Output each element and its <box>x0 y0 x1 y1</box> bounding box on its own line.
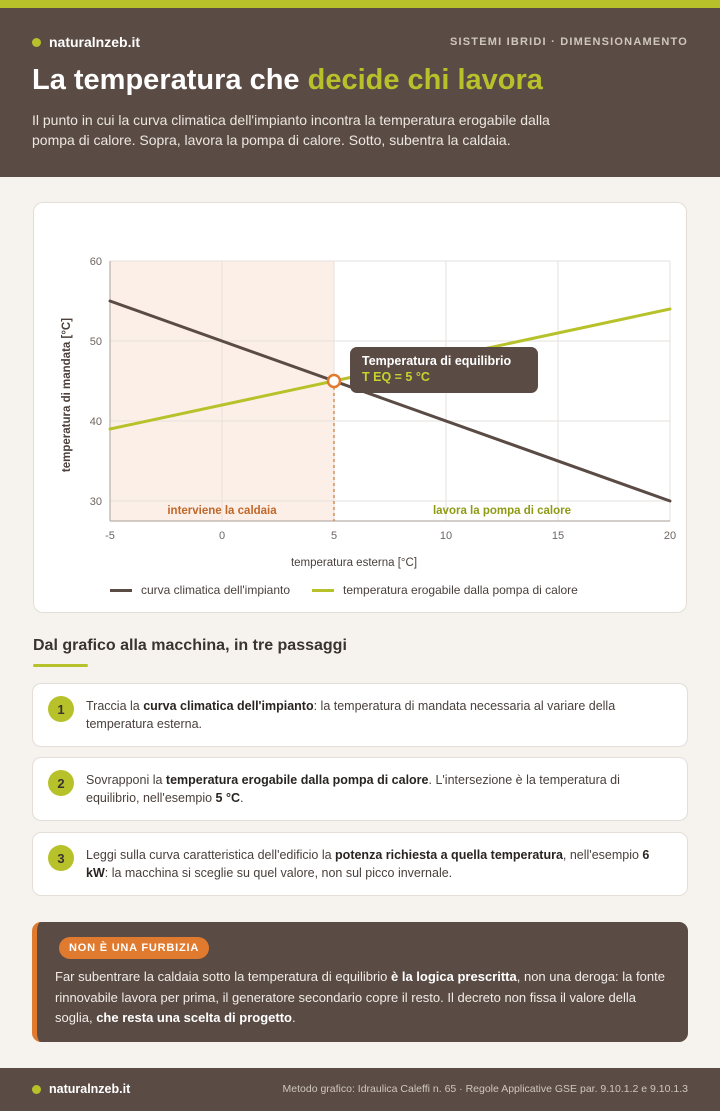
step-text: Leggi sulla curva caratteristica dell'edificio la potenza richiesta a quella temperatura, nell'esempio 6 kW: la macchina si sceglie su quel valore, non sul picco invernale. <box>86 848 650 880</box>
x-tick-label: 15 <box>551 530 565 542</box>
kicker: SISTEMI IBRIDI · DIMENSIONAMENTO <box>449 36 688 48</box>
y-tick-label: 30 <box>89 496 102 508</box>
footer-source: Metodo grafico: Idraulica Caleffi n. 65 · Regole Applicative GSE par. 9.10.1.2 e 9.10.1.3 <box>282 1083 688 1095</box>
zone-label-heatpump: lavora la pompa di calore <box>432 505 572 517</box>
y-tick-label: 50 <box>89 336 102 348</box>
footer-brand-name: naturalnzeb.it <box>49 1082 131 1096</box>
legend-label-heatpump: temperatura erogabile dalla pompa di calore <box>343 583 578 597</box>
x-axis-label: temperatura esterna [°C] <box>290 557 418 569</box>
step-number: 3 <box>48 845 74 871</box>
title-prefix: La temperatura che <box>32 64 308 96</box>
footer-brand[interactable] <box>32 1082 130 1096</box>
equilibrium-value: T EQ = 5 °C <box>362 370 430 384</box>
step-text: Traccia la curva climatica dell'impianto: la temperatura di mandata necessaria al variare della temperatura esterna. <box>86 699 616 731</box>
note-text: Far subentrare la caldaia sotto la temperatura di equilibrio è la logica prescritta, non una deroga: la fonte rinnovabile lavora per prima, il generatore secondario copre il resto. Il decreto non fissa il valore della soglia, che resta una scelta di progetto. <box>55 969 665 1025</box>
step-card-3 <box>32 832 688 896</box>
chart-card <box>33 202 687 613</box>
steps-title-underline <box>33 664 88 667</box>
note-badge: NON È UNA FURBIZIA <box>59 937 209 959</box>
zone-label-boiler: interviene la caldaia <box>167 505 277 517</box>
x-tick-label: -5 <box>105 530 115 542</box>
step-number: 2 <box>48 770 74 796</box>
y-axis-label: temperatura di mandata [°C] <box>61 317 73 473</box>
header <box>0 8 720 177</box>
chart-legend <box>110 583 578 597</box>
page-title <box>32 64 543 97</box>
brand-name: naturalnzeb.it <box>49 34 141 50</box>
legend-item-heatpump <box>312 583 578 597</box>
brand[interactable] <box>32 34 140 50</box>
steps-title: Dal grafico alla macchina, in tre passaggi <box>33 637 347 654</box>
legend-swatch-heatpump <box>312 589 334 592</box>
y-tick-label: 40 <box>89 416 102 428</box>
x-tick-label: 20 <box>663 530 677 542</box>
footer <box>0 1068 720 1111</box>
top-accent-bar <box>0 0 720 8</box>
x-tick-label: 0 <box>218 530 226 542</box>
title-highlight: decide chi lavora <box>307 64 543 96</box>
step-number: 1 <box>48 696 74 722</box>
note-callout <box>32 922 688 1042</box>
step-card-1 <box>32 683 688 747</box>
equilibrium-title: Temperatura di equilibrio <box>362 354 512 368</box>
y-tick-label: 60 <box>89 256 102 268</box>
page-subtitle: Il punto in cui la curva climatica dell'impianto incontra la temperatura erogabile dalla pompa di calore. Sopra, lavora la pompa di calore. Sotto, subentra la caldaia. <box>32 112 550 148</box>
legend-swatch-climatic <box>110 589 132 592</box>
legend-label-climatic: curva climatica dell'impianto <box>141 583 291 597</box>
brand-dot-icon <box>32 38 41 47</box>
footer-dot-icon <box>32 1085 41 1094</box>
step-text: Sovrapponi la temperatura erogabile dalla pompa di calore. L'intersezione è la temperatura di equilibrio, nell'esempio 5 °C. <box>86 773 620 805</box>
equilibrium-point <box>328 375 340 387</box>
x-tick-label: 5 <box>330 530 338 542</box>
step-card-2 <box>32 757 688 821</box>
x-tick-label: 10 <box>439 530 453 542</box>
equilibrium-tooltip <box>350 347 538 393</box>
chart-svg <box>34 203 688 614</box>
legend-item-climatic <box>110 583 290 597</box>
